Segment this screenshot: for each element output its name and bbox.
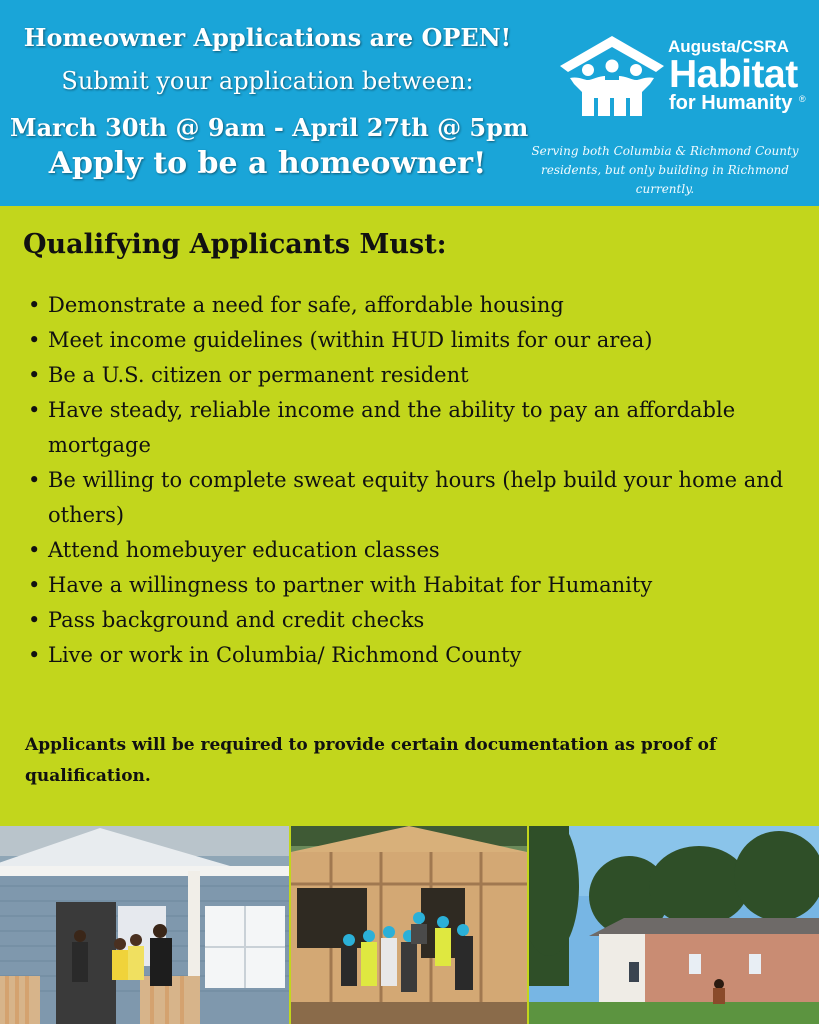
requirements-list	[22, 288, 812, 673]
logo-name-text: Habitat	[669, 53, 798, 96]
logo-registered-mark: ®	[799, 94, 806, 104]
bullet-icon: •	[28, 643, 41, 667]
list-item: • Be a U.S. citizen or permanent resident	[22, 358, 812, 393]
habitat-house-people-icon	[560, 36, 664, 120]
qualifications-heading: Qualifying Applicants Must:	[23, 229, 447, 260]
headline-submit-between: Submit your application between:	[61, 67, 474, 95]
bullet-icon: •	[28, 363, 41, 387]
serving-area-note: Serving both Columbia & Richmond County residents, but only building in Richmond currently.	[531, 144, 799, 196]
bullet-icon: •	[28, 573, 41, 597]
photo-finished-brick-home	[529, 826, 819, 1024]
list-item: • Live or work in Columbia/ Richmond County	[22, 638, 812, 673]
headline-apply: Apply to be a homeowner!	[48, 146, 487, 181]
documentation-note: Applicants will be required to provide certain documentation as proof of qualification.	[25, 735, 717, 786]
habitat-logo	[560, 36, 810, 120]
list-item: • Attend homebuyer education classes	[22, 533, 812, 568]
bullet-icon: •	[28, 293, 41, 317]
bullet-icon: •	[28, 538, 41, 562]
photo-family-at-new-home	[0, 826, 289, 1024]
logo-affiliate-text: Augusta/CSRA	[668, 37, 789, 56]
photo-volunteers-build-site	[291, 826, 527, 1024]
bullet-icon: •	[28, 468, 41, 492]
list-item: • Have a willingness to partner with Habitat for Humanity	[22, 568, 812, 603]
headline-date-range: March 30th @ 9am - April 27th @ 5pm	[10, 113, 529, 142]
headline-applications-open: Homeowner Applications are OPEN!	[23, 23, 512, 52]
list-item: • Have steady, reliable income and the ability to pay an affordable mortgage	[22, 393, 812, 463]
list-item: • Pass background and credit checks	[22, 603, 812, 638]
list-item: • Meet income guidelines (within HUD limits for our area)	[22, 323, 812, 358]
header-banner	[0, 0, 819, 206]
logo-tagline-text: for Humanity	[669, 92, 793, 114]
bullet-icon: •	[28, 398, 41, 422]
list-item: • Be willing to complete sweat equity hours (help build your home and others)	[22, 463, 812, 533]
bullet-icon: •	[28, 608, 41, 632]
list-item: • Demonstrate a need for safe, affordable housing	[22, 288, 812, 323]
bullet-icon: •	[28, 328, 41, 352]
